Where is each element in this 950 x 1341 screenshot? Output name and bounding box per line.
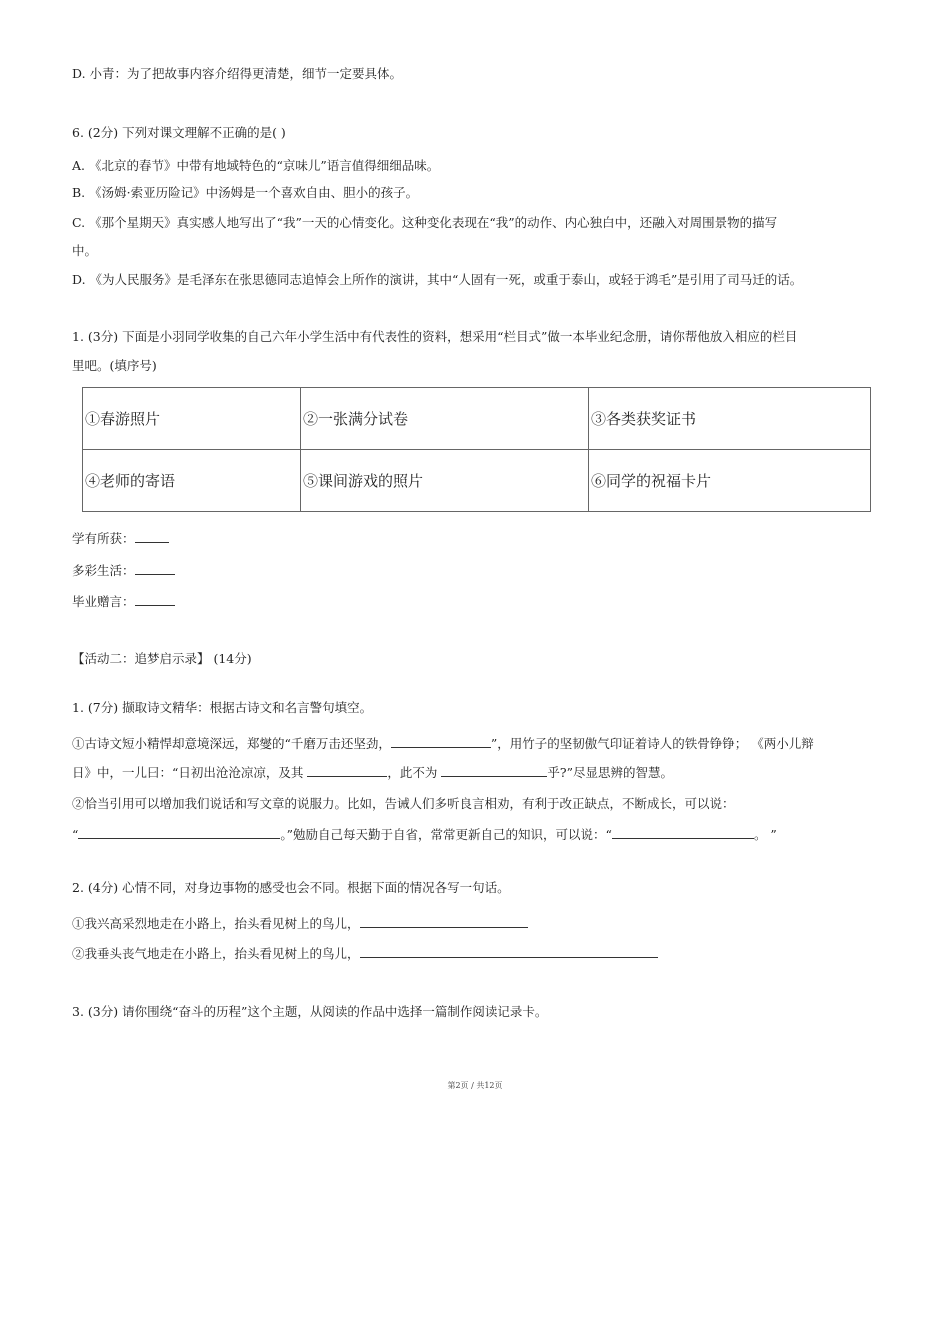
text-segment: 乎?”尽显思辨的智慧。 bbox=[547, 765, 673, 780]
answer-blank[interactable] bbox=[360, 913, 528, 928]
answer-blank[interactable] bbox=[135, 560, 175, 575]
q5-option-d: D. 小青：为了把故事内容介绍得更清楚，细节一定要具体。 bbox=[72, 66, 403, 81]
activity2-q3-stem: 3. (3分) 请你围绕“奋斗的历程”这个主题，从阅读的作品中选择一篇制作阅读记录卡。 bbox=[72, 1004, 548, 1019]
activity2-q2-stem: 2. (4分) 心情不同，对身边事物的感受也会不同。根据下面的情况各写一句话。 bbox=[72, 880, 510, 895]
answer-row-2 bbox=[72, 560, 175, 580]
table-cell: ①春游照片 bbox=[83, 388, 301, 450]
text-segment: ①古诗文短小精悍却意境深远，郑燮的“千磨万击还坚劲， bbox=[72, 736, 391, 751]
column-label: 毕业赠言： bbox=[72, 594, 135, 609]
materials-table bbox=[82, 387, 871, 512]
activity1-q1-stem-line1: 1. (3分) 下面是小羽同学收集的自己六年小学生活中有代表性的资料，想采用“栏目式”做一本毕业纪念册，请你帮他放入相应的栏目 bbox=[72, 329, 798, 344]
activity1-q1-stem-line2: 里吧。(填序号) bbox=[72, 358, 157, 373]
answer-blank[interactable] bbox=[135, 591, 175, 606]
answer-blank[interactable] bbox=[391, 733, 491, 748]
q6-option-c-line1: C. 《那个星期天》真实感人地写出了“我”一天的心情变化。这种变化表现在“我”的动作、内心独白中，还融入对周围景物的描写 bbox=[72, 215, 778, 230]
q6-option-a: A. 《北京的春节》中带有地域特色的“京味儿”语言值得细细品味。 bbox=[72, 158, 440, 173]
activity2-heading: 【活动二：追梦启示录】 (14分) bbox=[72, 651, 252, 666]
text-segment: ①我兴高采烈地走在小路上，抬头看见树上的鸟儿， bbox=[72, 916, 360, 931]
activity2-q1-stem: 1. (7分) 撷取诗文精华：根据古诗文和名言警句填空。 bbox=[72, 700, 373, 715]
q6-option-c-line2: 中。 bbox=[72, 243, 98, 258]
activity2-q1-para1-line1 bbox=[72, 733, 814, 753]
column-label: 学有所获： bbox=[72, 531, 135, 546]
text-segment: 日》中，一儿曰：“日初出沧沧凉凉，及其 bbox=[72, 765, 304, 780]
answer-blank[interactable] bbox=[612, 824, 754, 839]
answer-blank[interactable] bbox=[441, 762, 547, 777]
text-segment: ，此不为 bbox=[387, 765, 438, 780]
answer-blank[interactable] bbox=[360, 943, 658, 958]
column-label: 多彩生活： bbox=[72, 563, 135, 578]
table-cell: ③各类获奖证书 bbox=[589, 388, 871, 450]
answer-blank[interactable] bbox=[307, 762, 387, 777]
text-segment: 。 ” bbox=[753, 827, 777, 842]
q6-option-d: D. 《为人民服务》是毛泽东在张思德同志追悼会上所作的演讲，其中“人固有一死，或重于泰山，或轻于鸿毛”是引用了司马迁的话。 bbox=[72, 272, 803, 287]
answer-blank[interactable] bbox=[135, 528, 169, 543]
text-segment: ②我垂头丧气地走在小路上，抬头看见树上的鸟儿， bbox=[72, 946, 360, 961]
activity2-q2-sentence2 bbox=[72, 943, 658, 963]
table-cell: ⑤课间游戏的照片 bbox=[301, 450, 589, 512]
text-segment: 。”勉励自己每天勤于自省，常常更新自己的知识，可以说：“ bbox=[280, 827, 612, 842]
q6-option-b: B. 《汤姆·索亚历险记》中汤姆是一个喜欢自由、胆小的孩子。 bbox=[72, 185, 419, 200]
table-cell: ⑥同学的祝福卡片 bbox=[589, 450, 871, 512]
activity2-q1-para2-line2 bbox=[72, 824, 777, 844]
table-cell: ②一张满分试卷 bbox=[301, 388, 589, 450]
activity2-q1-para1-line2 bbox=[72, 762, 673, 782]
table-cell: ④老师的寄语 bbox=[83, 450, 301, 512]
answer-blank[interactable] bbox=[78, 824, 280, 839]
page-footer: 第2页 / 共12页 bbox=[447, 1081, 503, 1090]
text-segment: ”，用竹子的坚韧傲气印证着诗人的铁骨铮铮； 《两小儿辩 bbox=[490, 736, 814, 751]
text-segment: “ bbox=[72, 827, 79, 842]
activity2-q2-sentence1 bbox=[72, 913, 528, 933]
q6-stem: 6. (2分) 下列对课文理解不正确的是( ) bbox=[72, 125, 286, 140]
answer-row-1 bbox=[72, 528, 169, 548]
activity2-q1-para2-line1: ②恰当引用可以增加我们说话和写文章的说服力。比如，告诫人们多听良言相劝，有利于改正缺点，不断成长，可以说： bbox=[72, 796, 735, 811]
answer-row-3 bbox=[72, 591, 175, 611]
